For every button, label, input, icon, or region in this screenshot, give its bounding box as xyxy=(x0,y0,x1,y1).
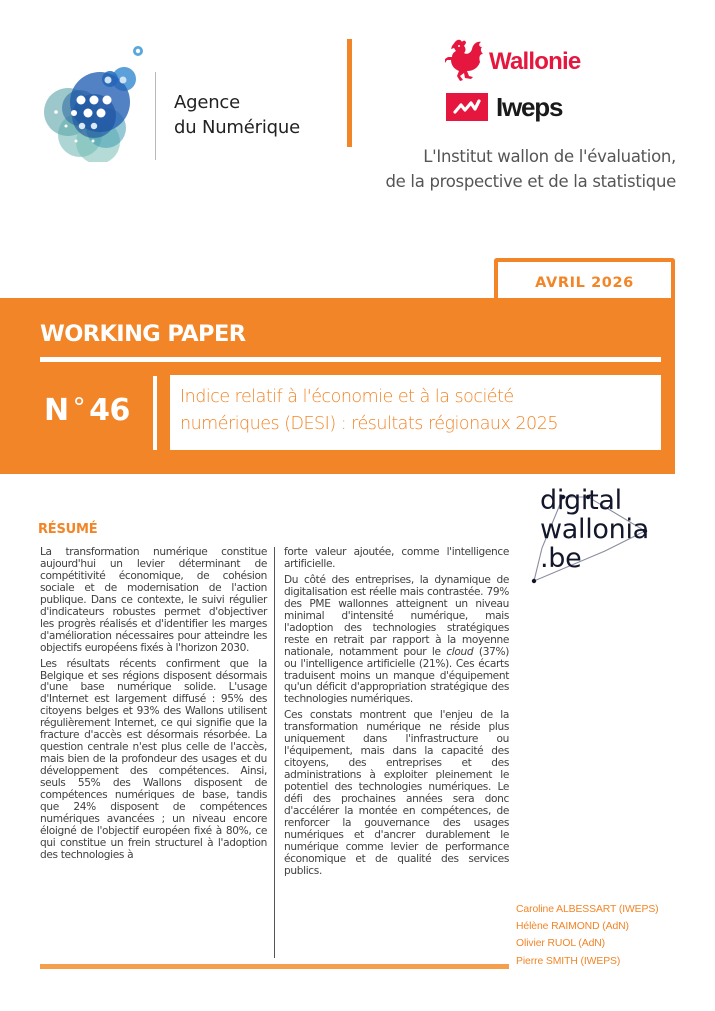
summary-paragraph xyxy=(284,575,509,706)
summary-paragraph: forte valeur ajoutée, comme l'intelligence artificielle. xyxy=(284,546,509,570)
summary-right-column xyxy=(284,547,509,882)
agency-logo-icon xyxy=(38,42,148,162)
iweps-wordmark: Iweps xyxy=(496,91,563,122)
institute-tagline-line1: L'Institut wallon de l'évaluation, xyxy=(423,147,676,166)
working-paper-banner xyxy=(0,298,675,474)
text-run: Du côté des entreprises, la dynamique de digitalisation est réelle mais contrastée. 79% des PME wallonnes atteignent un niveau minimal d'intensité numérique, mais l'adoption des technologies stratégiques reste en retrait par rapport à la moyenne nationale, notamment pour le xyxy=(284,573,509,658)
number-prefix: N xyxy=(44,393,69,428)
header-orange-rule xyxy=(347,39,352,147)
author: Olivier RUOL (AdN) xyxy=(516,938,606,950)
authors-list xyxy=(516,901,659,970)
summary-bottom-rule xyxy=(40,964,509,969)
summary-heading: RÉSUMÉ xyxy=(38,522,98,537)
summary-paragraph: Les résultats récents confirment que la Belgique et ses régions disposent désormais d'une base numérique solide. L'usage d'Internet est largement diffusé : 95% des citoyens belges et 93% des Wallons utilisent régulièrement Internet, ce qui signifie que la fracture d'accès est désormais résorbée. La question centrale n'est plus celle de l'accès, mais bien de la profondeur des usages et du développement des compétences. Ainsi, seuls 55% des Wallons disposent de compétences numériques de base, tandis que 24% disposent de compétences numériques avancées ; un niveau encore éloigné de l'objectif européen fixé à 80%, ce qui constitue un frein structurel à l'adoption des technologies à xyxy=(40,657,267,861)
rooster-icon xyxy=(445,38,485,86)
digital-wallonia-wordmark xyxy=(540,486,649,573)
agency-name-line1: Agence xyxy=(174,92,240,113)
author: Caroline ALBESSART (IWEPS) xyxy=(516,904,659,915)
author: Hélène RAIMOND (AdN) xyxy=(516,921,629,933)
dw-line1: digital xyxy=(540,485,622,516)
series-label: WORKING PAPER xyxy=(40,321,246,347)
text-run: (37%) ou l'intelligence artificielle (21%). Ces écarts traduisent moins un manque d'équipement qu'un déficit d'appropriation stratégique des technologies numériques. xyxy=(284,645,509,706)
summary-paragraph: Ces constats montrent que l'enjeu de la transformation numérique ne réside plus uniquement dans l'infrastructure ou l'équipement, mais dans la capacité des citoyens, des entreprises et des administrations à exploiter pleinement le potentiel des technologies numériques. Le défi des prochaines années sera donc d'accélérer la montée en compétences, de renforcer la gouvernance des usages numériques et d'ancrer durablement le numérique comme levier de performance économique et de qualité des services publics. xyxy=(284,709,509,877)
paper-title-box xyxy=(170,375,661,450)
column-divider xyxy=(274,547,275,958)
institute-tagline-line2: de la prospective et de la statistique xyxy=(385,172,676,191)
digital-wallonia-logo xyxy=(530,486,680,586)
date-tab xyxy=(494,258,675,303)
summary-paragraph: La transformation numérique constitue aujourd'hui un levier déterminant de compétitivité économique, de cohésion sociale et de modernisation de l'action publique. Dans ce contexte, le suivi régulier d'indicateurs robustes permet d'objectiver les progrès réalisés et d'identifier les marges d'amélioration nécessaires pour atteindre les objectifs européens fixés à l'horizon 2030. xyxy=(40,546,267,654)
degree-sign: ° xyxy=(72,393,86,423)
agency-name xyxy=(174,90,300,140)
publication-date: AVRIL 2026 xyxy=(535,274,634,291)
paper-title-line1: Indice relatif à l'économie et à la société xyxy=(180,387,514,407)
logo-divider xyxy=(155,72,156,160)
wallonie-wordmark: Wallonie xyxy=(489,48,581,75)
zigzag-chart-icon xyxy=(446,93,488,121)
italic-term: cloud xyxy=(446,645,474,658)
paper-title-line2: numériques (DESI) : résultats régionaux 2025 xyxy=(180,414,558,434)
banner-vertical-bar xyxy=(153,376,157,450)
wallonie-logo xyxy=(445,40,580,84)
iweps-logo xyxy=(446,92,562,122)
institute-tagline xyxy=(385,144,676,194)
dw-line3: .be xyxy=(540,543,582,574)
number-value: 46 xyxy=(89,393,130,428)
summary-left-column xyxy=(40,547,267,866)
paper-number xyxy=(44,393,130,428)
dw-line2: wallonia xyxy=(540,514,649,545)
agency-name-line2: du Numérique xyxy=(174,117,300,138)
author: Pierre SMITH (IWEPS) xyxy=(516,955,621,967)
banner-rule xyxy=(40,357,661,362)
